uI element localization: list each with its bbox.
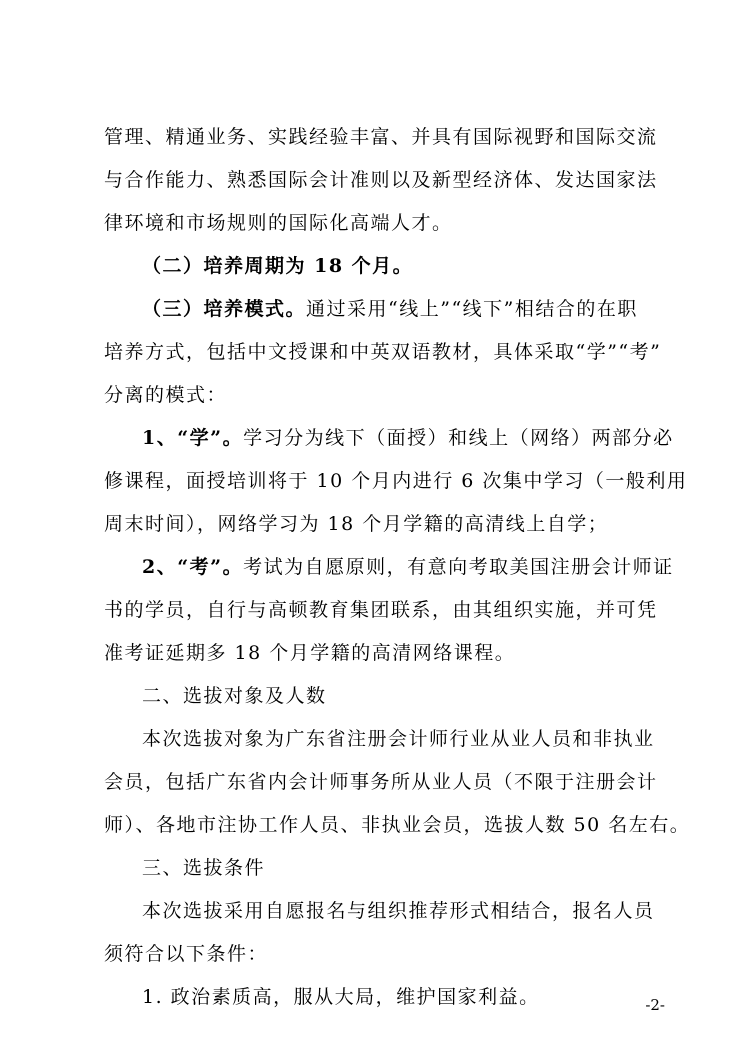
section-heading-conditions: 三、选拔条件 xyxy=(142,857,266,879)
body-text: 学习分为线下（面授）和线上（网络）两部分必 xyxy=(243,427,674,449)
body-line: 律环境和市场规则的国际化高端人才。 xyxy=(104,212,453,234)
body-line xyxy=(142,554,702,580)
section-heading-mode: （三）培养模式。 xyxy=(142,298,307,320)
page-number: -2- xyxy=(645,996,665,1014)
subheading-study: 1、“学”。 xyxy=(142,427,244,449)
section-heading-targets: 二、选拔对象及人数 xyxy=(142,685,327,707)
body-line: 修课程，面授培训将于 10 个月内进行 6 次集中学习（一般利用 xyxy=(104,470,688,492)
body-line: 与合作能力、熟悉国际会计准则以及新型经济体、发达国家法 xyxy=(104,169,658,191)
body-line: 本次选拔对象为广东省注册会计师行业从业人员和非执业 xyxy=(142,728,655,750)
section-heading-period: （二）培养周期为 18 个月。 xyxy=(142,255,414,277)
body-line: 准考证延期多 18 个月学籍的高清网络课程。 xyxy=(104,642,516,664)
subheading-exam: 2、“考”。 xyxy=(142,556,244,578)
body-line: 书的学员，自行与高顿教育集团联系，由其组织实施，并可凭 xyxy=(104,599,658,621)
body-line: 本次选拔采用自愿报名与组织推荐形式相结合，报名人员 xyxy=(142,900,655,922)
body-line: 师）、各地市注协工作人员、非执业会员，选拔人数 50 名左右。 xyxy=(104,814,691,836)
body-line xyxy=(142,425,702,451)
body-line: 须符合以下条件： xyxy=(104,943,269,965)
body-line: 培养方式，包括中文授课和中英双语教材，具体采取“学”“考” xyxy=(104,341,662,363)
list-item: 1. 政治素质高，服从大局，维护国家利益。 xyxy=(142,986,540,1008)
body-text: 考试为自愿原则，有意向考取美国注册会计师证 xyxy=(243,556,674,578)
body-line xyxy=(142,296,702,322)
body-line: 会员，包括广东省内会计师事务所从业人员（不限于注册会计 xyxy=(104,771,658,793)
body-line: 管理、精通业务、实践经验丰富、并具有国际视野和国际交流 xyxy=(104,126,658,148)
body-line: 周末时间），网络学习为 18 个月学籍的高清线上自学； xyxy=(104,513,609,535)
body-text: 通过采用“线上”“线下”相结合的在职 xyxy=(306,298,638,320)
body-line: 分离的模式： xyxy=(104,384,228,406)
